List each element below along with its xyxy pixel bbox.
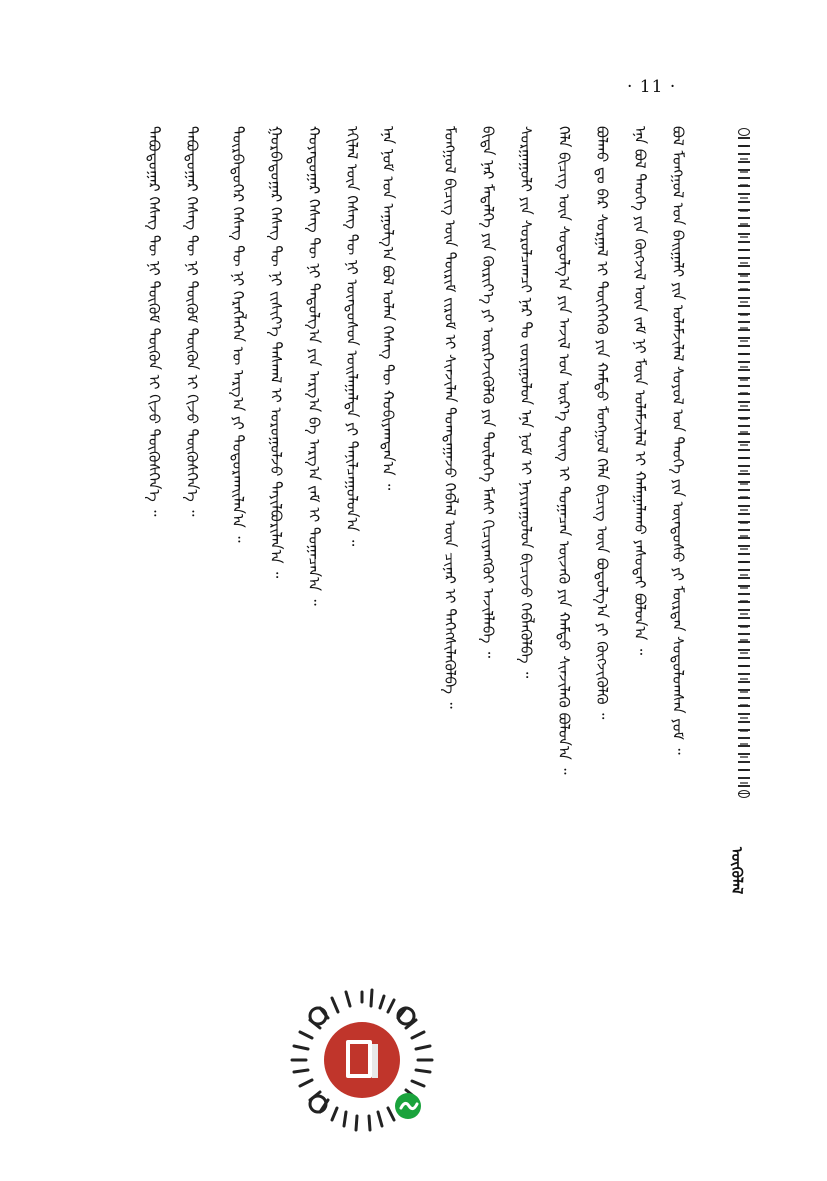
ornamental-border xyxy=(738,134,750,794)
vertical-text-body xyxy=(120,126,720,1056)
text-column: ᠪᠣᠯᠬᠤ ᠳᠤ ᠪᠠᠷ ᠰᠤᠷᠭᠠᠯ ᠢ ᠲᠦᠬᠡᠭᠡᠬᠦ ᠶᠢᠨ ᠬᠠᠮᠲᠤ ᠮᠣᠩᠭᠣᠯ ᠬᠡᠯᠡ ᠪᠢᠴᠢᠭ ᠦᠨ ᠪᠣᠳᠤᠯᠭ᠎ᠠ ᠶᠢ ᠬᠥᠭᠵᠢᠭᠦᠯᠬᠦ ᠃ xyxy=(593,126,611,720)
text-column: ᠡᠬᠢᠯᠡᠯ ᠦᠨ ᠬᠡᠰᠡᠭ ᠲᠦ ᠨᠢ ᠦᠨᠳᠦᠰᠦᠨ ᠣᠢᠯᠠᠭᠠᠯᠲᠠ ᠶᠢ ᠲᠠᠨᠢᠯᠴᠠᠭᠤᠯᠤᠨ᠎ᠠ ᠃ xyxy=(343,126,361,547)
text-column: ᠪᠢᠳᠡ ᠨᠠᠷ ᠮᠡᠳᠡᠯᠭᠡ ᠶᠢᠨ ᠬᠦᠷᠢᠶ᠎ᠡ ᠶᠢ ᠥᠷᠭᠡᠵᠢᠭᠦᠯᠬᠦ ᠶᠢᠨ ᠲᠥᠯᠦᠭᠡ ᠮᠠᠰᠢ ᠬᠢᠴᠢᠶᠡᠩᠭᠦᠢ ᠠᠵᠢᠯᠯᠠᠪᠠ ᠃ xyxy=(479,126,497,658)
text-column: ᠳᠥᠷᠪᠡᠳᠦᠭᠡᠷ ᠬᠡᠰᠡᠭ ᠲᠦ ᠨᠢ ᠬᠡᠷᠡᠭᠯᠡᠭᠡᠨ ᠦ ᠠᠷᠭ᠎ᠠ ᠶᠢ ᠲᠣᠳᠣᠷᠬᠠᠢᠯᠠᠨ᠎ᠠ ᠃ xyxy=(229,126,247,543)
text-column: ᠬᠣᠶᠠᠳᠤᠭᠠᠷ ᠬᠡᠰᠡᠭ ᠲᠦ ᠨᠢ ᠳᠠᠳᠤᠯᠭ᠎ᠠ ᠶᠢᠨ ᠠᠷᠭ᠎ᠠ ᠪᠠ ᠠᠷᠭ᠎ᠠ ᠵᠠᠮ ᠢ ᠲᠣᠭᠠᠴᠠᠨ᠎ᠠ ᠃ xyxy=(305,126,323,606)
text-column: ᠪᠣᠯ ᠮᠣᠩᠭᠣᠯ ᠤᠨ ᠪᠠᠢᠭᠠᠯᠢ ᠶᠢᠨ ᠤᠯᠠᠮᠵᠢᠯᠠᠯ ᠰᠤᠶᠤᠯ ᠤᠨ ᠲᠡᠦᠬᠡ ᠶᠢᠨ ᠦᠨᠳᠦᠰᠦ ᠶᠢ ᠮᠥᠷᠳᠡᠨ ᠰᠤᠳᠤᠯᠤᠭᠰᠠᠨ ᠶᠤᠮ ᠃ xyxy=(669,126,687,755)
qr-code[interactable] xyxy=(288,986,436,1134)
text-column: ᠮᠣᠩᠭᠣᠯ ᠪᠢᠴᠢᠭ ᠦᠨ ᠳᠦᠷᠢᠮ ᠵᠢᠷᠤᠮ ᠢ ᠰᠢᠨᠵᠢᠯᠡᠨ ᠲᠣᠭᠲᠠᠭᠠᠵᠤ ᠬᠡᠪᠯᠡᠯ ᠦᠨ ᠴᠢᠨᠠᠷ ᠢ ᠳᠡᠭᠡᠭᠰᠢᠯᠡᠭᠦᠯᠪᠡ ᠃ xyxy=(441,126,459,709)
book-icon xyxy=(346,1040,378,1078)
ornament-cap-top xyxy=(738,128,750,136)
text-column: ᠲᠠᠪᠤᠳᠤᠭᠠᠷ ᠬᠡᠰᠡᠭ ᠲᠦ ᠨᠢ ᠳᠦᠭᠦᠮ ᠳᠦᠭᠦᠨ ᠢ ᠬᠢᠵᠦ ᠳᠦᠭᠦᠰᠬᠡᠨ᠎ᠡ ᠃ xyxy=(183,126,201,517)
text-column: ᠬᠡᠯᠡ ᠪᠢᠴᠢᠭ ᠦᠨ ᠰᠤᠳᠤᠯᠭ᠎ᠠ ᠶᠢᠨ ᠠᠵᠢᠯ ᠤᠨ ᠦᠷ᠎ᠡ ᠳᠦᠩ ᠢ ᠲᠣᠭᠠᠴᠠᠨ ᠦᠵᠡᠬᠦ ᠶᠢᠨ ᠬᠠᠮᠲᠤ ᠰᠢᠨᠵᠢᠯᠡᠬᠦ ᠪᠣᠯᠤᠨ᠎ᠠ ᠃ xyxy=(555,126,573,775)
text-column: ᠡᠨᠡ ᠪᠣᠯ ᠲᠡᠦᠬᠡ ᠶᠢᠨ ᠬᠥᠭᠵᠢᠯ ᠦᠨ ᠵᠠᠮ ᠨᠢ ᠮᠥᠨ ᠤᠯᠠᠮᠵᠢᠯᠠᠯ ᠢ ᠬᠠᠮᠠᠭᠠᠯᠠᠬᠤ ᠶᠠᠰᠤᠲᠠᠢ ᠪᠣᠯᠤᠨ᠎ᠠ ᠃ xyxy=(631,126,649,655)
text-column: ᠰᠤᠷᠭᠠᠭᠤᠯᠢ ᠶᠢᠨ ᠰᠤᠷᠤᠯᠴᠠᠭᠴᠢ ᠨᠠᠷ ᠲᠤ ᠵᠣᠷᠢᠭᠤᠯᠤᠨ ᠡᠨᠡ ᠨᠣᠮ ᠢ ᠨᠠᠶᠢᠷᠠᠭᠤᠯᠤᠨ ᠪᠢᠴᠢᠵᠦ ᠬᠡᠪᠯᠡᠭᠦᠯᠪᠡ ᠃ xyxy=(517,126,535,679)
text-column: ᠲᠠᠪᠤᠳᠤᠭᠠᠷ ᠬᠡᠰᠡᠭ ᠲᠦ ᠨᠢ ᠳᠦᠭᠦᠮ ᠳᠦᠭᠦᠨ ᠢ ᠬᠢᠵᠦ ᠳᠦᠭᠦᠰᠬᠡᠨ᠎ᠡ ᠃ xyxy=(145,126,163,517)
text-column: ᠡᠨᠡ ᠨᠣᠮ ᠤᠨ ᠠᠭᠤᠯᠭ᠎ᠠ ᠪᠣᠯ ᠣᠯᠠᠨ ᠬᠡᠰᠡᠭ ᠲᠦ ᠬᠤᠪᠢᠶᠠᠭᠳᠠᠨ᠎ᠠ ᠃ xyxy=(379,126,397,491)
chapter-title: ᠦᠭᠦᠯᠡᠯ xyxy=(728,847,746,895)
page-number: · 11 · xyxy=(627,77,677,97)
ornament-cap-bottom xyxy=(738,790,750,798)
text-column: ᠭᠤᠷᠪᠠᠳᠤᠭᠠᠷ ᠬᠡᠰᠡᠭ ᠲᠦ ᠨᠢ ᠵᠢᠱᠢᠶ᠎ᠡ ᠳᠠᠰᠭᠠᠯ ᠢ ᠣᠷᠣᠭᠤᠯᠵᠤ ᠲᠠᠶᠢᠯᠪᠤᠷᠢᠯᠠᠨ᠎ᠠ ᠃ xyxy=(267,126,285,579)
